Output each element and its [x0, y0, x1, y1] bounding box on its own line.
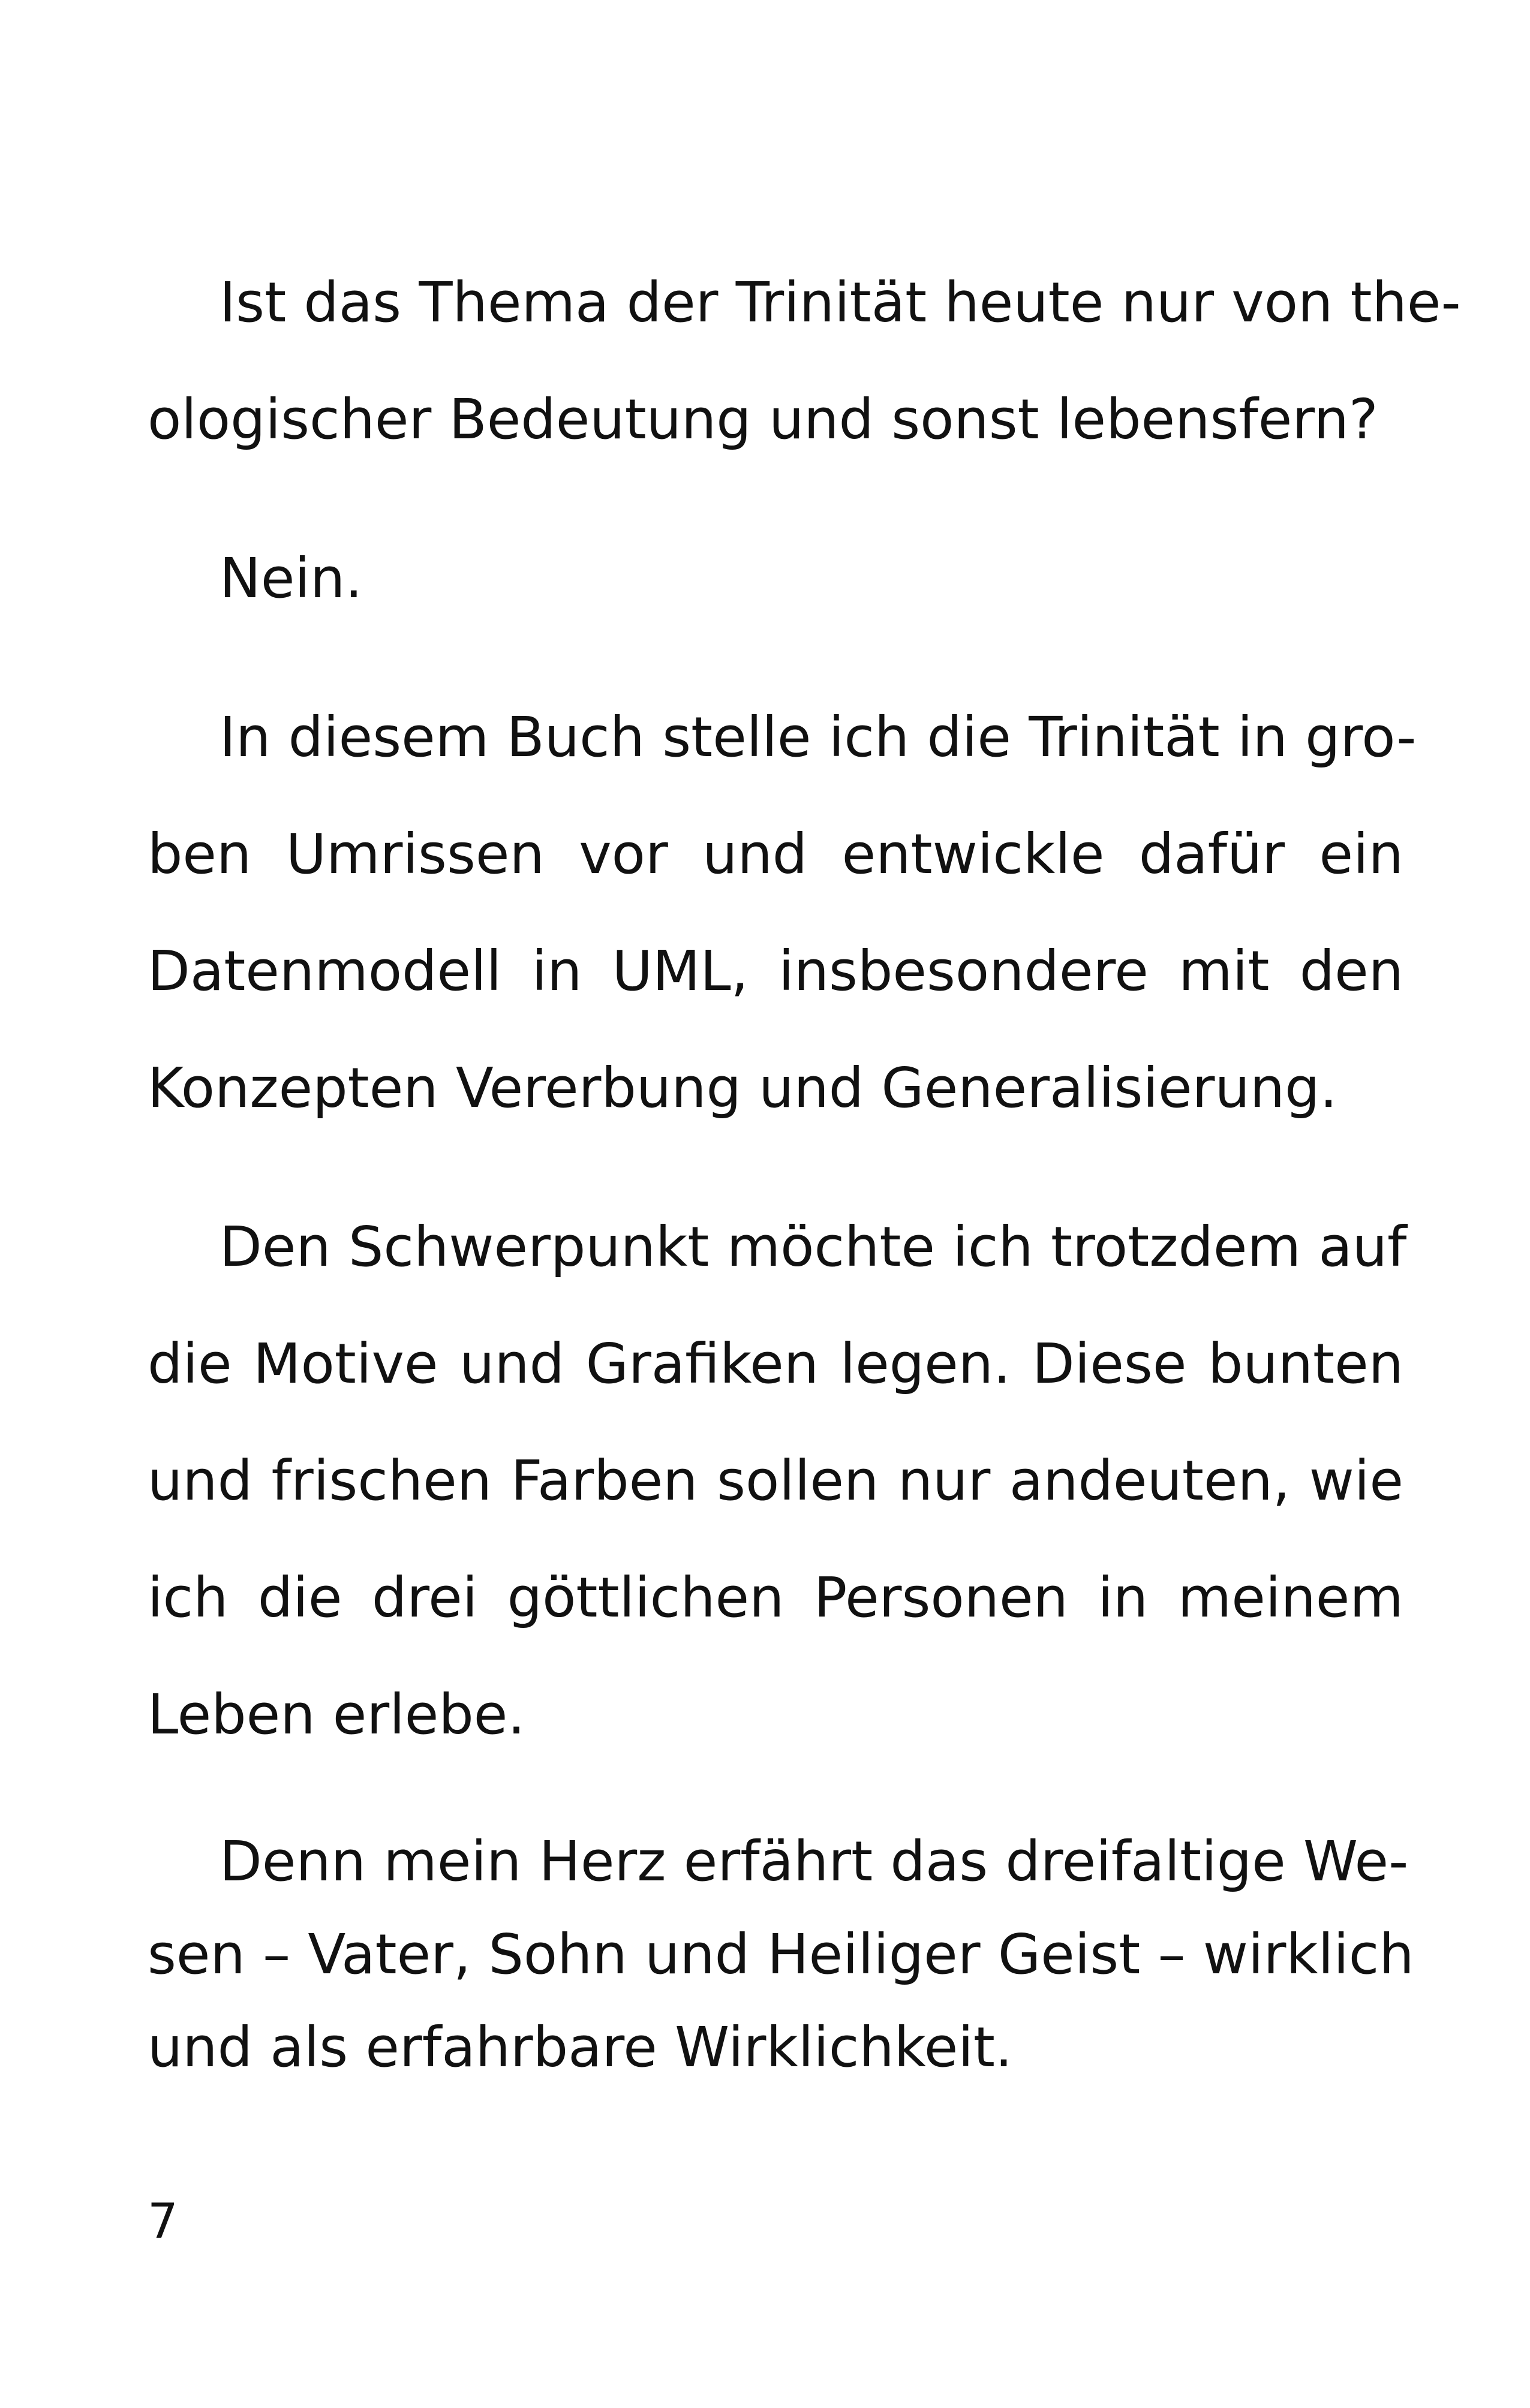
text-line: und frischen Farben sollen nur andeuten, wie [148, 1449, 1403, 1513]
text-line: Leben erlebe. [148, 1682, 525, 1747]
text-line: Ist das Thema der Trinität heute nur von the- [220, 270, 1461, 335]
text-line: ben Umrissen vor und entwickle dafür ein [148, 822, 1403, 886]
text-line: ich die drei göttlichen Personen in meinem [148, 1566, 1403, 1630]
text-line: die Motive und Grafiken legen. Diese bunten [148, 1332, 1403, 1396]
text-line: Den Schwerpunkt möchte ich trotzdem auf [220, 1215, 1407, 1279]
text-line: Datenmodell in UML, insbesondere mit den [148, 939, 1403, 1003]
text-line: Nein. [220, 546, 363, 610]
text-line: Denn mein Herz erfährt das dreifaltige We- [220, 1829, 1409, 1894]
text-line: und als erfahrbare Wirklichkeit. [148, 2015, 1013, 2079]
page-number: 7 [148, 2193, 178, 2249]
text-line: ologischer Bedeutung und sonst lebensfern? [148, 387, 1378, 452]
text-line: Konzepten Vererbung und Generalisierung. [148, 1056, 1337, 1120]
text-line: In diesem Buch stelle ich die Trinität in gro- [220, 705, 1417, 769]
text-line: sen – Vater, Sohn und Heiliger Geist – wirklich [148, 1922, 1414, 1986]
